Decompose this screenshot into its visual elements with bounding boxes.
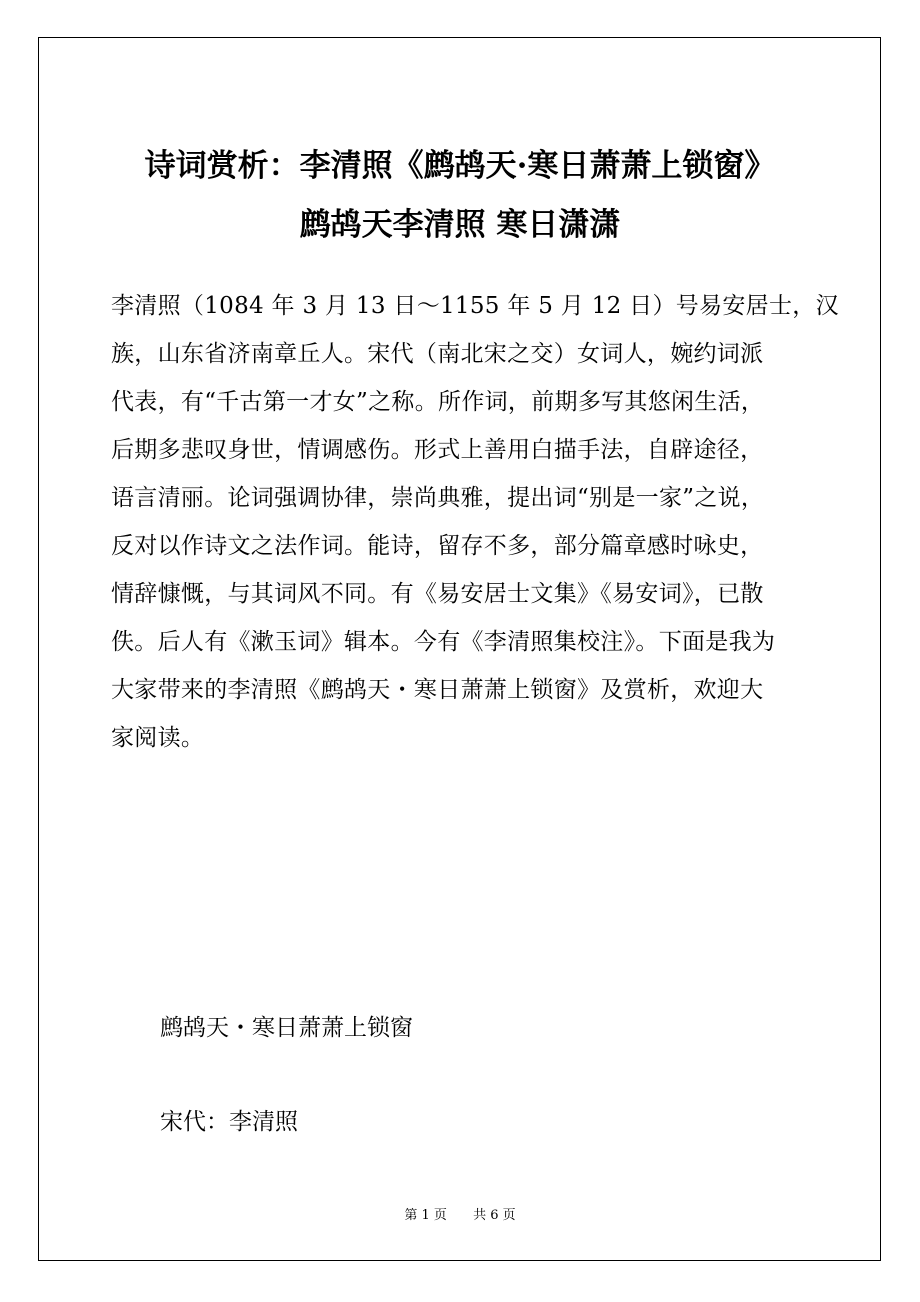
body-line: 情辞慷慨，与其词风不同。有《易安居士文集》《易安词》，已散 [111,581,764,607]
body-line: 后期多悲叹身世，情调感伤。形式上善用白描手法，自辟途径， [111,437,764,463]
body-line: 大家带来的李清照《鹧鸪天・寒日萧萧上锁窗》及赏析，欢迎大 [111,677,764,703]
page-footer [0,1207,920,1225]
page-number-total: 共 6 页 [473,1208,516,1223]
body-line: 代表，有“千古第一才女”之称。所作词，前期多写其悠闲生活， [111,389,765,415]
body-line: 李清照（1084 年 3 月 13 日～1155 年 5 月 12 日）号易安居士，汉 [111,293,839,319]
body-paragraph [111,282,839,762]
document-title-line-1: 诗词赏析：李清照《鹧鸪天·寒日萧萧上锁窗》 [144,148,776,184]
page-number-current: 第 1 页 [404,1208,447,1223]
body-line: 反对以作诗文之法作词。能诗，留存不多，部分篇章感时咏史， [111,533,764,559]
poem-title: 鹧鸪天・寒日萧萧上锁窗 [160,1015,413,1041]
body-line: 家阅读。 [111,725,205,751]
body-line: 语言清丽。论词强调协律，崇尚典雅，提出词“别是一家”之说， [111,485,765,511]
body-line: 佚。后人有《漱玉词》辑本。今有《李清照集校注》。下面是我为 [111,629,776,655]
body-line: 族，山东省济南章丘人。宋代（南北宋之交）女词人，婉约词派 [111,341,764,367]
poem-author: 宋代：李清照 [160,1109,298,1135]
document-title-line-2: 鹧鸪天李清照 寒日潇潇 [299,207,621,243]
